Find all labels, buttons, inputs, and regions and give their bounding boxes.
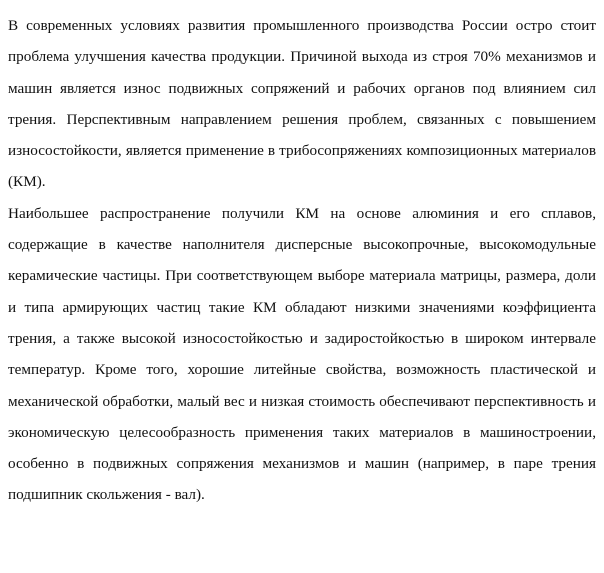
paragraph-2: Наибольшее распространение получили КМ на основе алюминия и его сплавов, содержащие в качестве наполнителя дисперсные высокопрочные, высокомодульные керамические частицы. При соответствующем выборе материала матрицы, размера, доли и типа армирующих частиц такие КМ обладают низкими значениями коэффициента трения, а также высокой износостойкостью и задиростойкостью в широком интервале температур. Кроме того, хорошие литейные свойства, возможность пластической и механической обработки, малый вес и низкая стоимость обеспечивают перспективность и экономическую целесообразность применения таких материалов в машиностроении, особенно в подвижных сопряжения механизмов и машин (например, в паре трения подшипник скольжения - вал).: [8, 204, 596, 504]
paragraph-1: В современных условиях развития промышленного производства России остро стоит проблема улучшения качества продукции. Причиной выхода из строя 70% механизмов и машин является износ подвижных сопряжений и рабочих органов под влиянием сил трения. Перспективным направлением решения проблем, связанных с повышением износостойкости, является применение в трибосопряжениях композиционных материалов (КМ).: [8, 17, 596, 191]
document-body: [8, 10, 596, 511]
